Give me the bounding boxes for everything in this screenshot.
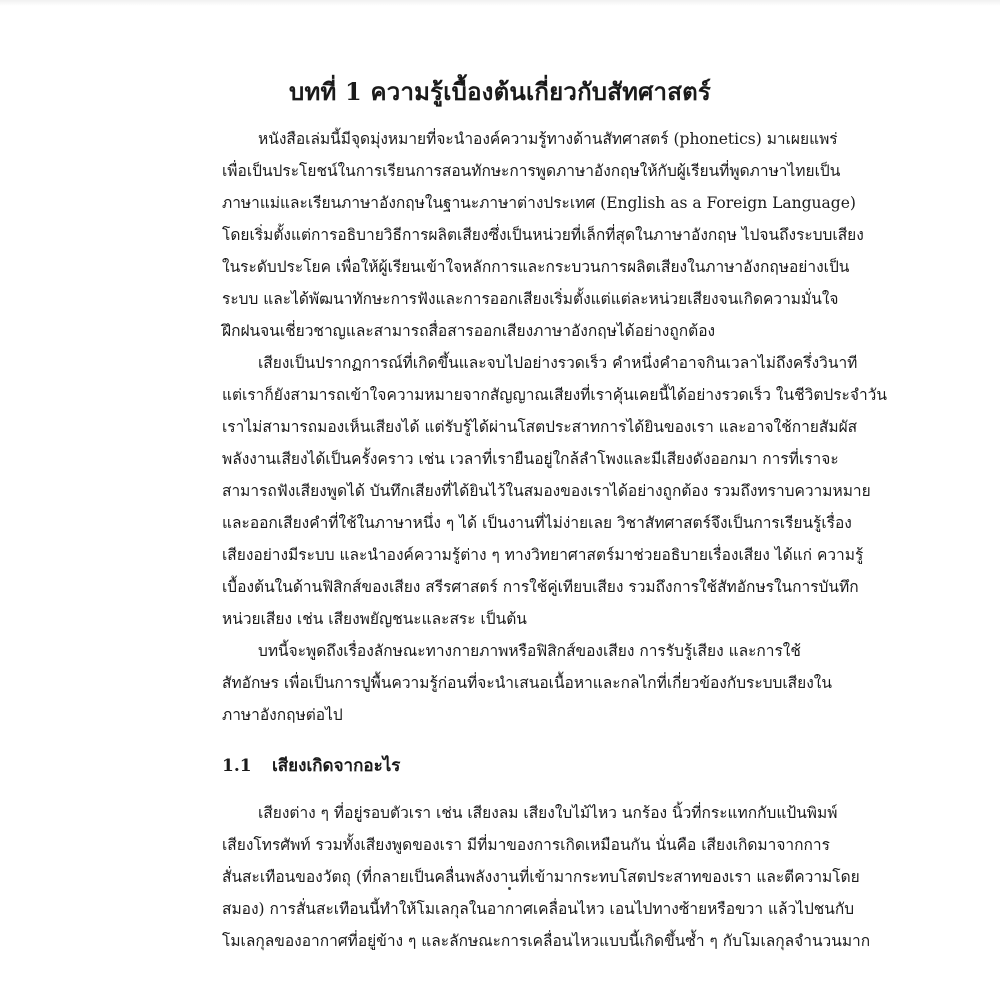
paragraph-1-line-1: หนังสือเล่มนี้มีจุดมุ่งหมายที่จะนำองค์ความรู้ทางด้านสัทศาสตร์ (phonetics) มาเผยแพร่ [258, 130, 838, 148]
paragraph-2-line-7: เสียงอย่างมีระบบ และนำองค์ความรู้ต่าง ๆ ทางวิทยาศาสตร์มาช่วยอธิบายเรื่องเสียง ได้แก่ ความรู้ [222, 546, 864, 564]
paragraph-3-line-2: สัทอักษร เพื่อเป็นการปูพื้นความรู้ก่อนที่จะนำเสนอเนื้อหาและกลไกที่เกี่ยวข้องกับระบบเสียงใน [222, 674, 832, 692]
paragraph-1-line-5: ในระดับประโยค เพื่อให้ผู้เรียนเข้าใจหลักการและกระบวนการผลิตเสียงในภาษาอังกฤษอย่างเป็น [222, 258, 850, 276]
paragraph-2-line-6: และออกเสียงคำที่ใช้ในภาษาหนึ่ง ๆ ได้ เป็นงานที่ไม่ง่ายเลย วิชาสัทศาสตร์จึงเป็นการเรียนรู้เรื่อง [222, 514, 852, 532]
section-paragraph-line-4: สมอง) การสั่นสะเทือนนี้ทำให้โมเลกุลในอากาศเคลื่อนไหว เอนไปทางซ้ายหรือขวา แล้วไปชนกับ [222, 900, 855, 918]
paragraph-3-line-3: ภาษาอังกฤษต่อไป [222, 706, 343, 724]
paragraph-1-line-4: โดยเริ่มตั้งแต่การอธิบายวิธีการผลิตเสียงซึ่งเป็นหน่วยที่เล็กที่สุดในภาษาอังกฤษ ไปจนถึงระบบเสียง [222, 226, 864, 244]
paragraph-1-line-6: ระบบ และได้พัฒนาทักษะการฟังและการออกเสียงเริ่มตั้งแต่แต่ละหน่วยเสียงจนเกิดความมั่นใจ [222, 290, 839, 308]
section-number: 1.1 [222, 756, 252, 776]
paragraph-2-line-4: พลังงานเสียงได้เป็นครั้งคราว เช่น เวลาที่เรายืนอยู่ใกล้ลำโพงและมีเสียงดังออกมา การที่เราจะ [222, 450, 839, 468]
paragraph-2-line-8: เบื้องต้นในด้านฟิสิกส์ของเสียง สรีรศาสตร์ การใช้คู่เทียบเสียง รวมถึงการใช้สัทอักษรในการบันทึก [222, 578, 859, 596]
section-title: เสียงเกิดจากอะไร [272, 756, 401, 776]
section-paragraph-line-2: เสียงโทรศัพท์ รวมทั้งเสียงพูดของเรา มีที่มาของการเกิดเหมือนกัน นั่นคือ เสียงเกิดมาจากการ [222, 836, 830, 854]
scan-dot [508, 887, 511, 890]
page-top-edge [0, 0, 1000, 6]
section-paragraph-line-3: สั่นสะเทือนของวัตถุ (ที่กลายเป็นคลื่นพลังงานที่เข้ามากระทบโสตประสาทของเรา และตีความโดย [222, 868, 860, 886]
paragraph-2-line-3: เราไม่สามารถมองเห็นเสียงได้ แต่รับรู้ได้ผ่านโสตประสาทการได้ยินของเรา และอาจใช้กายสัมผัส [222, 418, 858, 436]
section-paragraph-line-1: เสียงต่าง ๆ ที่อยู่รอบตัวเรา เช่น เสียงลม เสียงใบไม้ไหว นกร้อง นิ้วที่กระแทกกับแป้นพิมพ์ [258, 804, 838, 822]
chapter-title: บทที่ 1 ความรู้เบื้องต้นเกี่ยวกับสัทศาสตร์ [289, 77, 711, 106]
paragraph-1-line-2: เพื่อเป็นประโยชน์ในการเรียนการสอนทักษะการพูดภาษาอังกฤษให้กับผู้เรียนที่พูดภาษาไทยเป็น [222, 162, 841, 180]
paragraph-2-line-2: แต่เราก็ยังสามารถเข้าใจความหมายจากสัญญาณเสียงที่เราคุ้นเคยนี้ได้อย่างรวดเร็ว ในชีวิตประจำวัน [222, 386, 887, 404]
paragraph-2-line-5: สามารถฟังเสียงพูดได้ บันทึกเสียงที่ได้ยินไว้ในสมองของเราได้อย่างถูกต้อง รวมถึงทราบความหมาย [222, 482, 871, 500]
paragraph-3-line-1: บทนี้จะพูดถึงเรื่องลักษณะทางกายภาพหรือฟิสิกส์ของเสียง การรับรู้เสียง และการใช้ [258, 642, 801, 660]
paragraph-2-line-1: เสียงเป็นปรากฏการณ์ที่เกิดขึ้นและจบไปอย่างรวดเร็ว คำหนึ่งคำอาจกินเวลาไม่ถึงครึ่งวินาที [258, 354, 858, 372]
paragraph-2-line-9: หน่วยเสียง เช่น เสียงพยัญชนะและสระ เป็นต้น [222, 610, 527, 628]
paragraph-1-line-3: ภาษาแม่และเรียนภาษาอังกฤษในฐานะภาษาต่างประเทศ (English as a Foreign Language) [222, 194, 856, 212]
section-paragraph-line-5: โมเลกุลของอากาศที่อยู่ข้าง ๆ และลักษณะการเคลื่อนไหวแบบนี้เกิดขึ้นซ้ำ ๆ กับโมเลกุลจำนวนมาก [222, 932, 871, 950]
paragraph-1-line-7: ฝึกฝนจนเชี่ยวชาญและสามารถสื่อสารออกเสียงภาษาอังกฤษได้อย่างถูกต้อง [222, 322, 716, 340]
